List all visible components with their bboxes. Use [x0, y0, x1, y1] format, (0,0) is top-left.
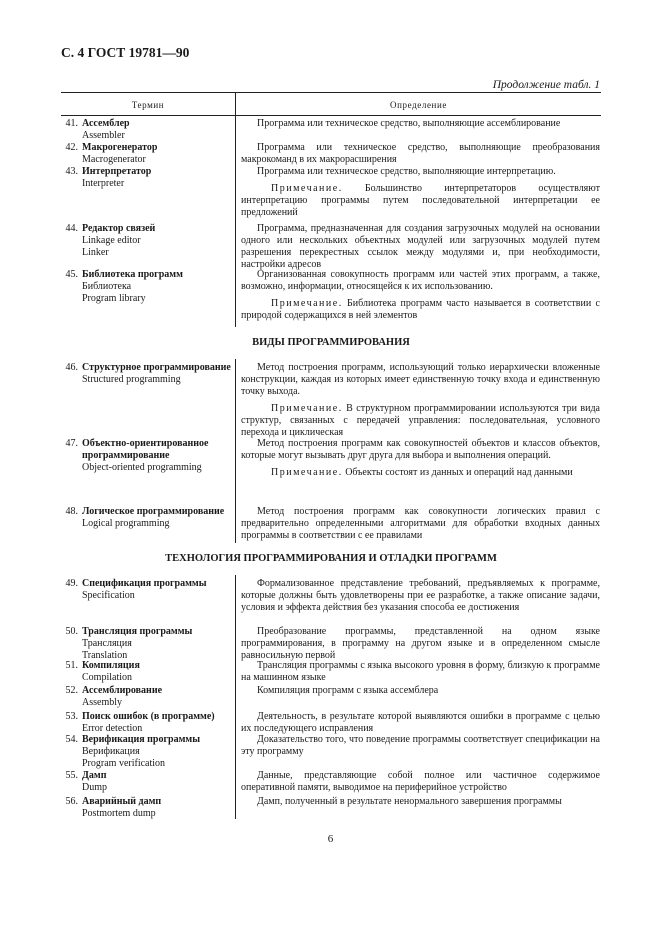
definition-cell — [241, 685, 600, 697]
definition-cell — [241, 438, 600, 479]
definition-cell — [241, 734, 600, 758]
term-equivalent: Верификация — [82, 746, 140, 757]
term-name: Макрогенератор — [82, 142, 158, 153]
term-number: 55. — [65, 770, 78, 781]
column-header-term: Термин — [131, 100, 165, 110]
term-name: Ассемблер — [82, 118, 130, 129]
column-divider-block-2 — [235, 359, 236, 543]
definition-cell — [241, 506, 600, 542]
definition-cell — [241, 269, 600, 322]
term-equivalent: Assembler — [82, 130, 125, 141]
term-number: 44. — [65, 223, 78, 234]
column-divider-block-3 — [235, 575, 236, 819]
note-text: Большинство интерпретаторов осуществляют интерпретацию программы путем последовательной интерпретации ее предложений — [241, 183, 600, 218]
definition-text: Формализованное представление требований, предъявляемых к программе, которые должны быть удовлетворены при ее разработке, а также описание задачи, условия и эффекта действия без указания способа ее достижения — [241, 578, 600, 613]
term-name: Аварийный дамп — [82, 796, 162, 807]
term-equivalent: Object-oriented programming — [82, 462, 202, 473]
note-label: Примечание. — [271, 183, 343, 194]
term-name: Библиотека программ — [82, 269, 183, 280]
term-equivalent: Dump — [82, 782, 107, 793]
definition-text: Программа или техническое средство, выполняющие ассемблирование — [257, 118, 561, 129]
term-name: Дамп — [82, 770, 107, 781]
definition-text: Дамп, полученный в результате ненормального завершения программы — [257, 796, 562, 807]
definition-cell — [241, 626, 600, 662]
term-number: 48. — [65, 506, 78, 517]
section-heading-programming-technology: ТЕХНОЛОГИЯ ПРОГРАММИРОВАНИЯ И ОТЛАДКИ ПРОГРАММ — [165, 553, 497, 564]
definition-text: Доказательство того, что поведение программы соответствует спецификации на эту программу — [241, 734, 600, 757]
section-heading-programming-types: ВИДЫ ПРОГРАММИРОВАНИЯ — [252, 337, 410, 348]
term-equivalent: Postmortem dump — [82, 808, 156, 819]
definition-text: Компиляция программ с языка ассемблера — [257, 685, 439, 696]
term-number: 54. — [65, 734, 78, 745]
definition-text: Метод построения программ как совокупностей объектов и классов объектов, которые могут вызывать друг друга для выбора и выполнения операций. — [241, 438, 600, 461]
term-name: Поиск ошибок (в программе) — [82, 711, 215, 722]
term-equivalent: Macrogenerator — [82, 154, 146, 165]
header-column-divider — [235, 92, 236, 115]
term-equivalent: Structured programming — [82, 374, 181, 385]
header-bottom-rule — [61, 115, 601, 116]
column-header-definition: Определение — [390, 100, 447, 110]
term-equivalent: Compilation — [82, 672, 132, 683]
term-name: Компиляция — [82, 660, 140, 671]
term-number: 41. — [65, 118, 78, 129]
term-equivalent: Interpreter — [82, 178, 125, 189]
definition-text: Данные, представляющие собой полное или частичное содержимое оперативной памяти, выводимое на периферийное устройство — [241, 770, 600, 793]
term-number: 49. — [65, 578, 78, 589]
term-number: 56. — [65, 796, 78, 807]
definition-text: Метод построения программ как совокупности логических правил с предварительно определенными алгоритмами для обработки входных данных программы в соответствии с ее правилами — [241, 506, 600, 541]
definition-cell — [241, 660, 600, 684]
table-continuation-label: Продолжение табл. 1 — [492, 79, 600, 91]
definition-cell — [241, 142, 600, 166]
term-equivalent: Assembly — [82, 697, 122, 708]
note-label: Примечание. — [271, 403, 343, 414]
definition-cell — [241, 118, 600, 130]
term-equivalent: Logical programming — [82, 518, 170, 529]
definition-note — [241, 467, 600, 479]
column-divider-block-1 — [235, 115, 236, 327]
term-equivalent: Program library — [82, 293, 146, 304]
term-equivalent: Program verification — [82, 758, 166, 769]
note-label: Примечание. — [271, 467, 343, 478]
term-number: 53. — [65, 711, 78, 722]
term-name: Объектно-ориентированное программирование — [82, 438, 209, 461]
definition-cell — [241, 223, 600, 271]
definition-text: Программа или техническое средство, выполняющие интерпретацию. — [257, 166, 556, 177]
term-equivalent: Библиотека — [82, 281, 132, 292]
term-name: Трансляция программы — [82, 626, 193, 637]
term-number: 43. — [65, 166, 78, 177]
term-name: Редактор связей — [82, 223, 156, 234]
term-number: 46. — [65, 362, 78, 373]
definition-text: Программа или техническое средство, выполняющие преобразования макрокоманд в их макрорасширения — [241, 142, 600, 165]
definition-cell — [241, 796, 600, 808]
definition-note — [241, 183, 600, 219]
term-name: Структурное программирование — [82, 362, 231, 373]
definition-cell — [241, 711, 600, 735]
definition-text: Трансляция программы с языка высокого уровня в форму, близкую к программе на машинном языке — [241, 660, 600, 683]
term-equivalent: Specification — [82, 590, 135, 601]
term-equivalent: Трансляция — [82, 638, 132, 649]
definition-cell — [241, 578, 600, 614]
definition-cell — [241, 166, 600, 219]
term-name: Интерпретатор — [82, 166, 152, 177]
definition-text: Деятельность, в результате которой выявляются ошибки в программе с целью их последующего исправления — [241, 711, 600, 734]
definition-note — [241, 298, 600, 322]
note-text: В структурном программировании используются три вида структур, связанных с передачей управления: последовательная, условного перехода и циклическая — [241, 403, 600, 438]
note-text: Объекты состоят из данных и операций над данными — [342, 467, 573, 478]
term-name: Верификация программы — [82, 734, 201, 745]
definition-note — [241, 403, 600, 439]
definition-cell — [241, 770, 600, 794]
definition-text: Метод построения программ, использующий только иерархически вложенные конструкции, каждая из которых имеет единственную точку входа и единственную точку выхода. — [241, 362, 600, 397]
page-number: 6 — [327, 833, 334, 845]
table-top-rule — [61, 92, 601, 93]
definition-cell — [241, 362, 600, 439]
term-equivalent: Linkage editor — [82, 235, 141, 246]
definition-text: Преобразование программы, представленной на одном языке программирования, в программу на другом языке и в определенном смысле равносильную первой — [241, 626, 600, 661]
definition-text: Организованная совокупность программ или частей этих программ, а также, возможно, информации, относящейся к их использованию. — [241, 269, 600, 292]
note-label: Примечание. — [271, 298, 343, 309]
definition-text: Программа, предназначенная для создания загрузочных модулей на основании одного или нескольких объектных модулей или загрузочных модулей путем разрешения перекрестных ссылок между модулями и, при необходимости, настройки адресов — [241, 223, 600, 270]
term-number: 52. — [65, 685, 78, 696]
term-number: 45. — [65, 269, 78, 280]
term-equivalent: Linker — [82, 247, 109, 258]
term-name: Ассемблирование — [82, 685, 163, 696]
note-text: Библиотека программ часто называется в соответствии с природой содержащихся в ней элементов — [241, 298, 600, 321]
term-number: 47. — [65, 438, 78, 449]
term-number: 51. — [65, 660, 78, 671]
term-name: Спецификация программы — [82, 578, 207, 589]
term-number: 42. — [65, 142, 78, 153]
term-equivalent: Error detection — [82, 723, 143, 734]
term-number: 50. — [65, 626, 78, 637]
term-name: Логическое программирование — [82, 506, 225, 517]
term-equivalent: Translation — [82, 650, 128, 661]
document-reference: С. 4 ГОСТ 19781—90 — [61, 45, 190, 60]
